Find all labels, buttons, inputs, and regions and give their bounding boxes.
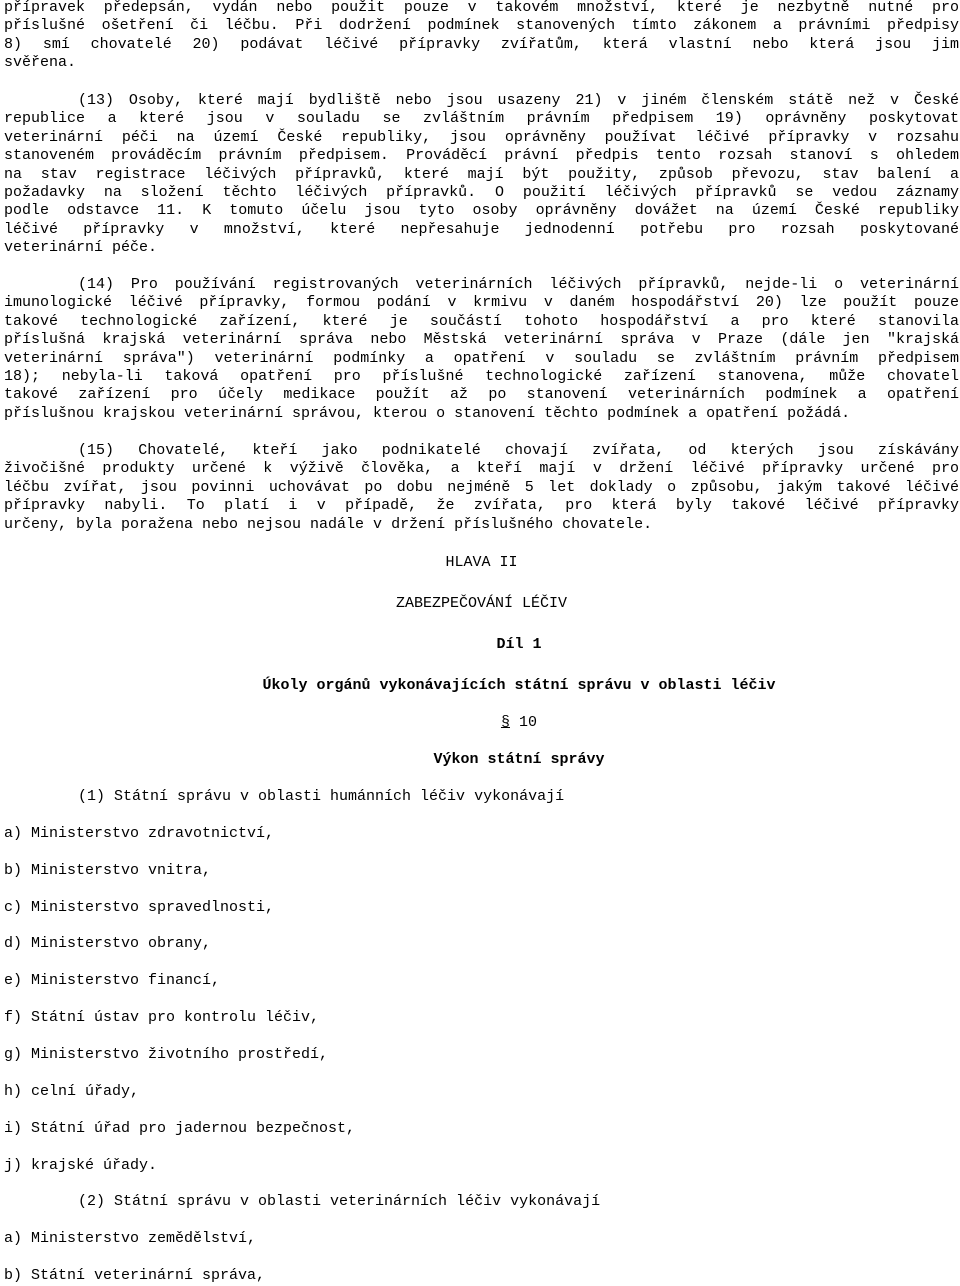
list-item: f) Státní ústav pro kontrolu léčiv, [4,1009,320,1026]
paragraph-15 [4,442,959,534]
paragraph-line: takové technologické zařízení, které je součástí tohoto hospodářství a pro které stanovila [4,312,959,330]
paragraph-line: veterinární správa") veterinární podmínky a opatření v souladu se zvláštním právním předpisem [4,349,959,367]
paragraph-line: stanoveném prováděcím právním předpisem. Prováděcí právní předpis tento rozsah stanoví s ohledem [4,147,959,165]
list-item: i) Státní úřad pro jadernou bezpečnost, [4,1120,356,1137]
list-item: b) Státní veterinární správa, [4,1267,266,1284]
paragraph-line: určeny, byla poražena nebo nejsou nadále v držení příslušného chovatele. [4,515,653,533]
part-title: Úkoly orgánů vykonávajících státní správu v oblasti léčiv [262,677,776,694]
paragraph-line: 18); nebyla-li taková opatření pro příslušné technologické zařízení stanovena, může chovatel [4,368,959,386]
section-title: Výkon státní správy [433,751,605,768]
section-heading [4,713,960,733]
paragraph-line: přípravky nabyli. To platí i v případě, že zvířata, pro která byly takové léčivé přípravky [4,497,959,515]
paragraph-line: svěřena. [4,54,77,72]
paragraph-line: veterinární péče. [4,239,158,257]
paragraph-line: podle odstavce 11. K tomuto účelu jsou tyto osoby oprávněny dovážet na území České republiky [4,202,959,220]
paragraph-line: republice a které jsou v souladu se zvláštním právním předpisem 19) oprávněny poskytovat [4,110,959,128]
paragraph-line: léčivé přípravky v množství, které nepřesahuje jednodenní potřebu pro rozsah poskytované [4,220,959,238]
paragraph-line: požadavky na složení těchto léčivých přípravků. O použití léčivých přípravků se vedou záznamy [4,184,959,202]
paragraph-line: (14) Pro používání registrovaných veterinárních léčivých přípravků, nejde-li o veterinární [78,276,959,293]
section-paragraph-1-intro: (1) Státní správu v oblasti humánních léčiv vykonávají [78,788,565,805]
paragraph-13 [4,92,959,258]
paragraph-line: imunologické léčivé přípravky, formou podání v krmivu v daném hospodářství 20) lze použít pouze [4,294,959,312]
part-heading: Díl 1 [496,636,542,653]
paragraph-line: příslušné ošetření či léčbu. Při dodržení podmínek stanovených tímto zákonem a právními předpisy [4,17,959,35]
intro-paragraph [4,0,959,73]
section-paragraph-2-intro: (2) Státní správu v oblasti veterinárních léčiv vykonávají [78,1193,601,1210]
paragraph-line: takové zařízení pro účely medikace použít až po stanovení veterinárních podmínek a opatření [4,386,959,404]
paragraph-line: 8) smí chovatelé 20) podávat léčivé přípravky zvířatům, která vlastní nebo která jsou jim [4,35,959,53]
section-number: 10 [510,714,538,731]
paragraph-line: živočišné produkty určené k výživě člověka, a kteří mají v držení léčivé přípravky určené pro [4,460,959,478]
list-item: c) Ministerstvo spravedlnosti, [4,899,275,916]
paragraph-14 [4,276,959,423]
paragraph-line: léčbu zvířat, jsou povinni uchovávat po dobu nejméně 5 let doklady o způsobu, jakým takové léčivé [4,478,959,496]
paragraph-line: příslušná krajská veterinární správa nebo Městská veterinární správa v Praze (dále jen "krajská [4,331,959,349]
list-item: a) Ministerstvo zemědělství, [4,1230,257,1247]
paragraph-line: přípravek předepsán, vydán nebo použit pouze v takovém množství, které je nezbytně nutné pro [4,0,959,16]
paragraph-line: (13) Osoby, které mají bydliště nebo jsou usazeny 21) v jiném členském státě než v České [78,92,959,109]
list-item: j) krajské úřady. [4,1157,158,1174]
paragraph-line: příslušnou krajskou veterinární správou, kterou o stanovení těchto podmínek a opatření požádá. [4,404,851,422]
paragraph-line: na stav registrace léčivých přípravků, které mají být použity, způsob převozu, stav balení a [4,165,959,183]
chapter-heading: HLAVA II [445,554,518,571]
list-item: b) Ministerstvo vnitra, [4,862,212,879]
list-item: h) celní úřady, [4,1083,140,1100]
paragraph-line: veterinární péči na území České republiky, jsou oprávněny používat léčivé přípravky v rozsahu [4,128,959,146]
list-item: d) Ministerstvo obrany, [4,935,212,952]
list-item: g) Ministerstvo životního prostředí, [4,1046,329,1063]
list-item: e) Ministerstvo financí, [4,972,221,989]
section-symbol: § [500,714,510,731]
chapter-title: ZABEZPEČOVÁNÍ LÉČIV [395,595,568,612]
paragraph-line: (15) Chovatelé, kteří jako podnikatelé chovají zvířata, od kterých jsou získávány [78,442,959,459]
list-item: a) Ministerstvo zdravotnictví, [4,825,275,842]
